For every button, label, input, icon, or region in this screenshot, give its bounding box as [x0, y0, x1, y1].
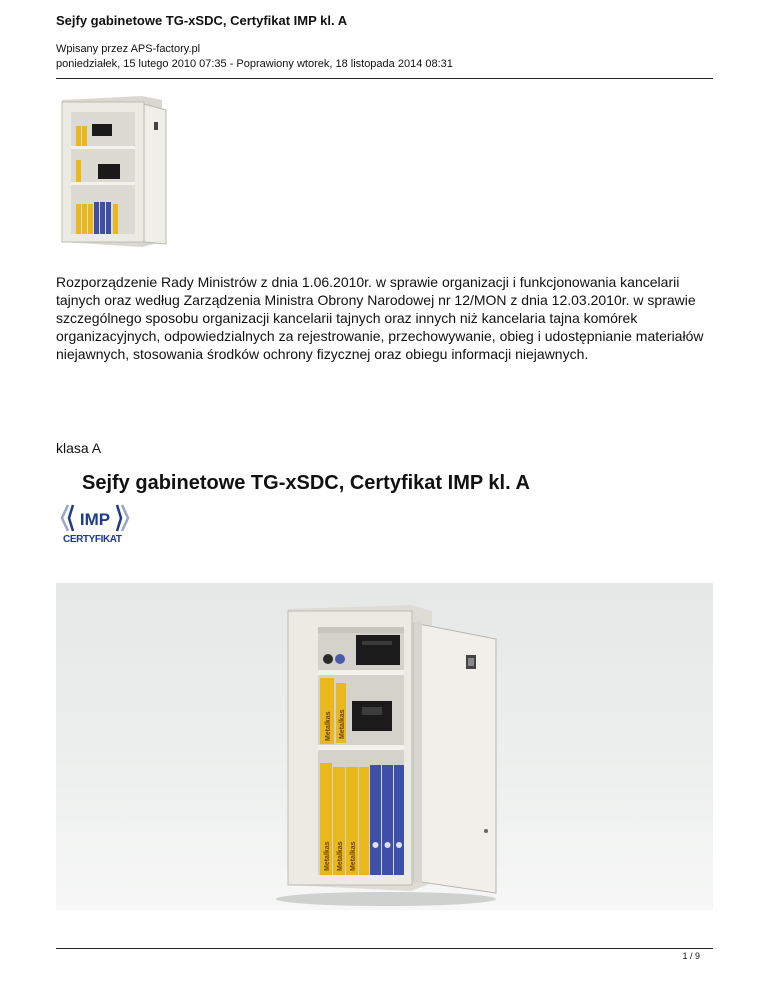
binder-label: Metalkas [337, 841, 344, 871]
binder-label: Metalkas [324, 841, 331, 871]
document-title: Sejfy gabinetowe TG-xSDC, Certyfikat IMP kl. A [56, 13, 348, 28]
binder-label: Metalkas [325, 711, 332, 741]
regulation-paragraph: Rozporządzenie Rady Ministrów z dnia 1.06.2010r. w sprawie organizacji i funkcjonowania kancelarii tajnych oraz według Zarządzenia Ministra Obrony Narodowej nr 12/MON z dnia 12.03.2010r. w sprawie szczególnego sposobu organizacji kancelarii tajnych oraz innych niż kancelaria tajna komórek organizacyjnych, odpowiedzialnych za rejestrowanie, przechowywanie, obieg i udostępnianie materiałów niejawnych, stosowania środków ochrony fizycznej oraz obiegu informacji niejawnych. [56, 274, 704, 362]
safe-photo-large [56, 583, 713, 910]
imp-logo-text: IMP [79, 510, 111, 529]
class-label: klasa A [56, 440, 102, 456]
author-line: Wpisany przez APS-factory.pl [56, 43, 201, 55]
bottom-divider [56, 948, 713, 949]
article-meta [56, 42, 453, 72]
binder-label: Metalkas [350, 841, 357, 871]
product-heading: Sejfy gabinetowe TG-xSDC, Certyfikat IMP kl. A [82, 472, 530, 494]
date-line: poniedziałek, 15 lutego 2010 07:35 - Poprawiony wtorek, 18 listopada 2014 08:31 [56, 58, 453, 70]
top-divider [56, 78, 713, 79]
certyfikat-text: CERTYFIKAT [63, 534, 122, 545]
imp-certificate-logo [60, 502, 130, 552]
page-number: 1 / 9 [682, 951, 700, 961]
imp-logo-mark [60, 502, 130, 536]
safe-photo-small [58, 92, 178, 250]
safe-illustration [56, 583, 713, 910]
binder-label: Metalkas [339, 709, 346, 739]
